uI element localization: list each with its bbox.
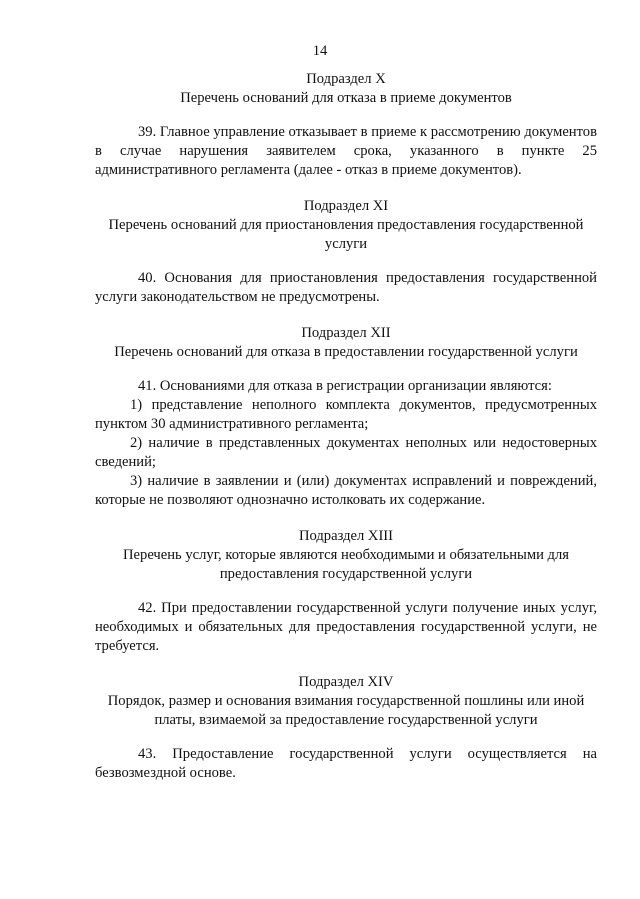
paragraph-40: 40. Основания для приостановления предоставления государственной услуги законодательством не предусмотрены. — [95, 270, 597, 305]
paragraph-43: 43. Предоставление государственной услуги осуществляется на безвозмездной основе. — [95, 746, 597, 781]
section-title: Перечень оснований для приостановления предоставления государственной услуги — [108, 217, 584, 252]
paragraph-39: 39. Главное управление отказывает в приеме к рассмотрению документов в случае нарушения заявителем срока, указанного в пункте 25 административного регламента (далее - отказ в приеме документов). — [95, 124, 597, 178]
section-heading-xiii — [95, 527, 597, 584]
section-heading-xii — [95, 324, 597, 362]
section-heading-x — [95, 70, 597, 108]
section-heading-xiv — [95, 673, 597, 730]
page-number: 14 — [312, 43, 328, 59]
paragraph-42: 42. При предоставлении государственной услуги получение иных услуг, необходимых и обязательных для предоставления государственной услуги, не требуется. — [95, 600, 597, 654]
subsection-label: Подраздел XIV — [298, 674, 394, 690]
document-body — [95, 70, 597, 783]
subsection-label: Подраздел XII — [301, 325, 391, 341]
section-title: Порядок, размер и основания взимания государственной пошлины или иной платы, взимаемой за предоставление государственной услуги — [107, 693, 585, 728]
section-title: Перечень услуг, которые являются необходимыми и обязательными для предоставления государственной услуги — [123, 547, 569, 582]
subsection-label: Подраздел XIII — [298, 528, 394, 544]
section-title: Перечень оснований для отказа в приеме документов — [180, 90, 512, 106]
subsection-label: Подраздел XI — [303, 198, 389, 214]
section-heading-xi — [95, 197, 597, 254]
subsection-label: Подраздел X — [306, 71, 386, 87]
paragraph-41: 41. Основаниями для отказа в регистрации организации являются: — [138, 378, 552, 394]
section-title: Перечень оснований для отказа в предоставлении государственной услуги — [114, 344, 578, 360]
list-item-2: 2) наличие в представленных документах неполных или недостоверных сведений; — [95, 435, 597, 470]
list-item-1: 1) представление неполного комплекта документов, предусмотренных пунктом 30 административного регламента; — [95, 397, 597, 432]
list-item-3: 3) наличие в заявлении и (или) документах исправлений и повреждений, которые не позволяют однозначно истолковать их содержание. — [95, 473, 597, 508]
